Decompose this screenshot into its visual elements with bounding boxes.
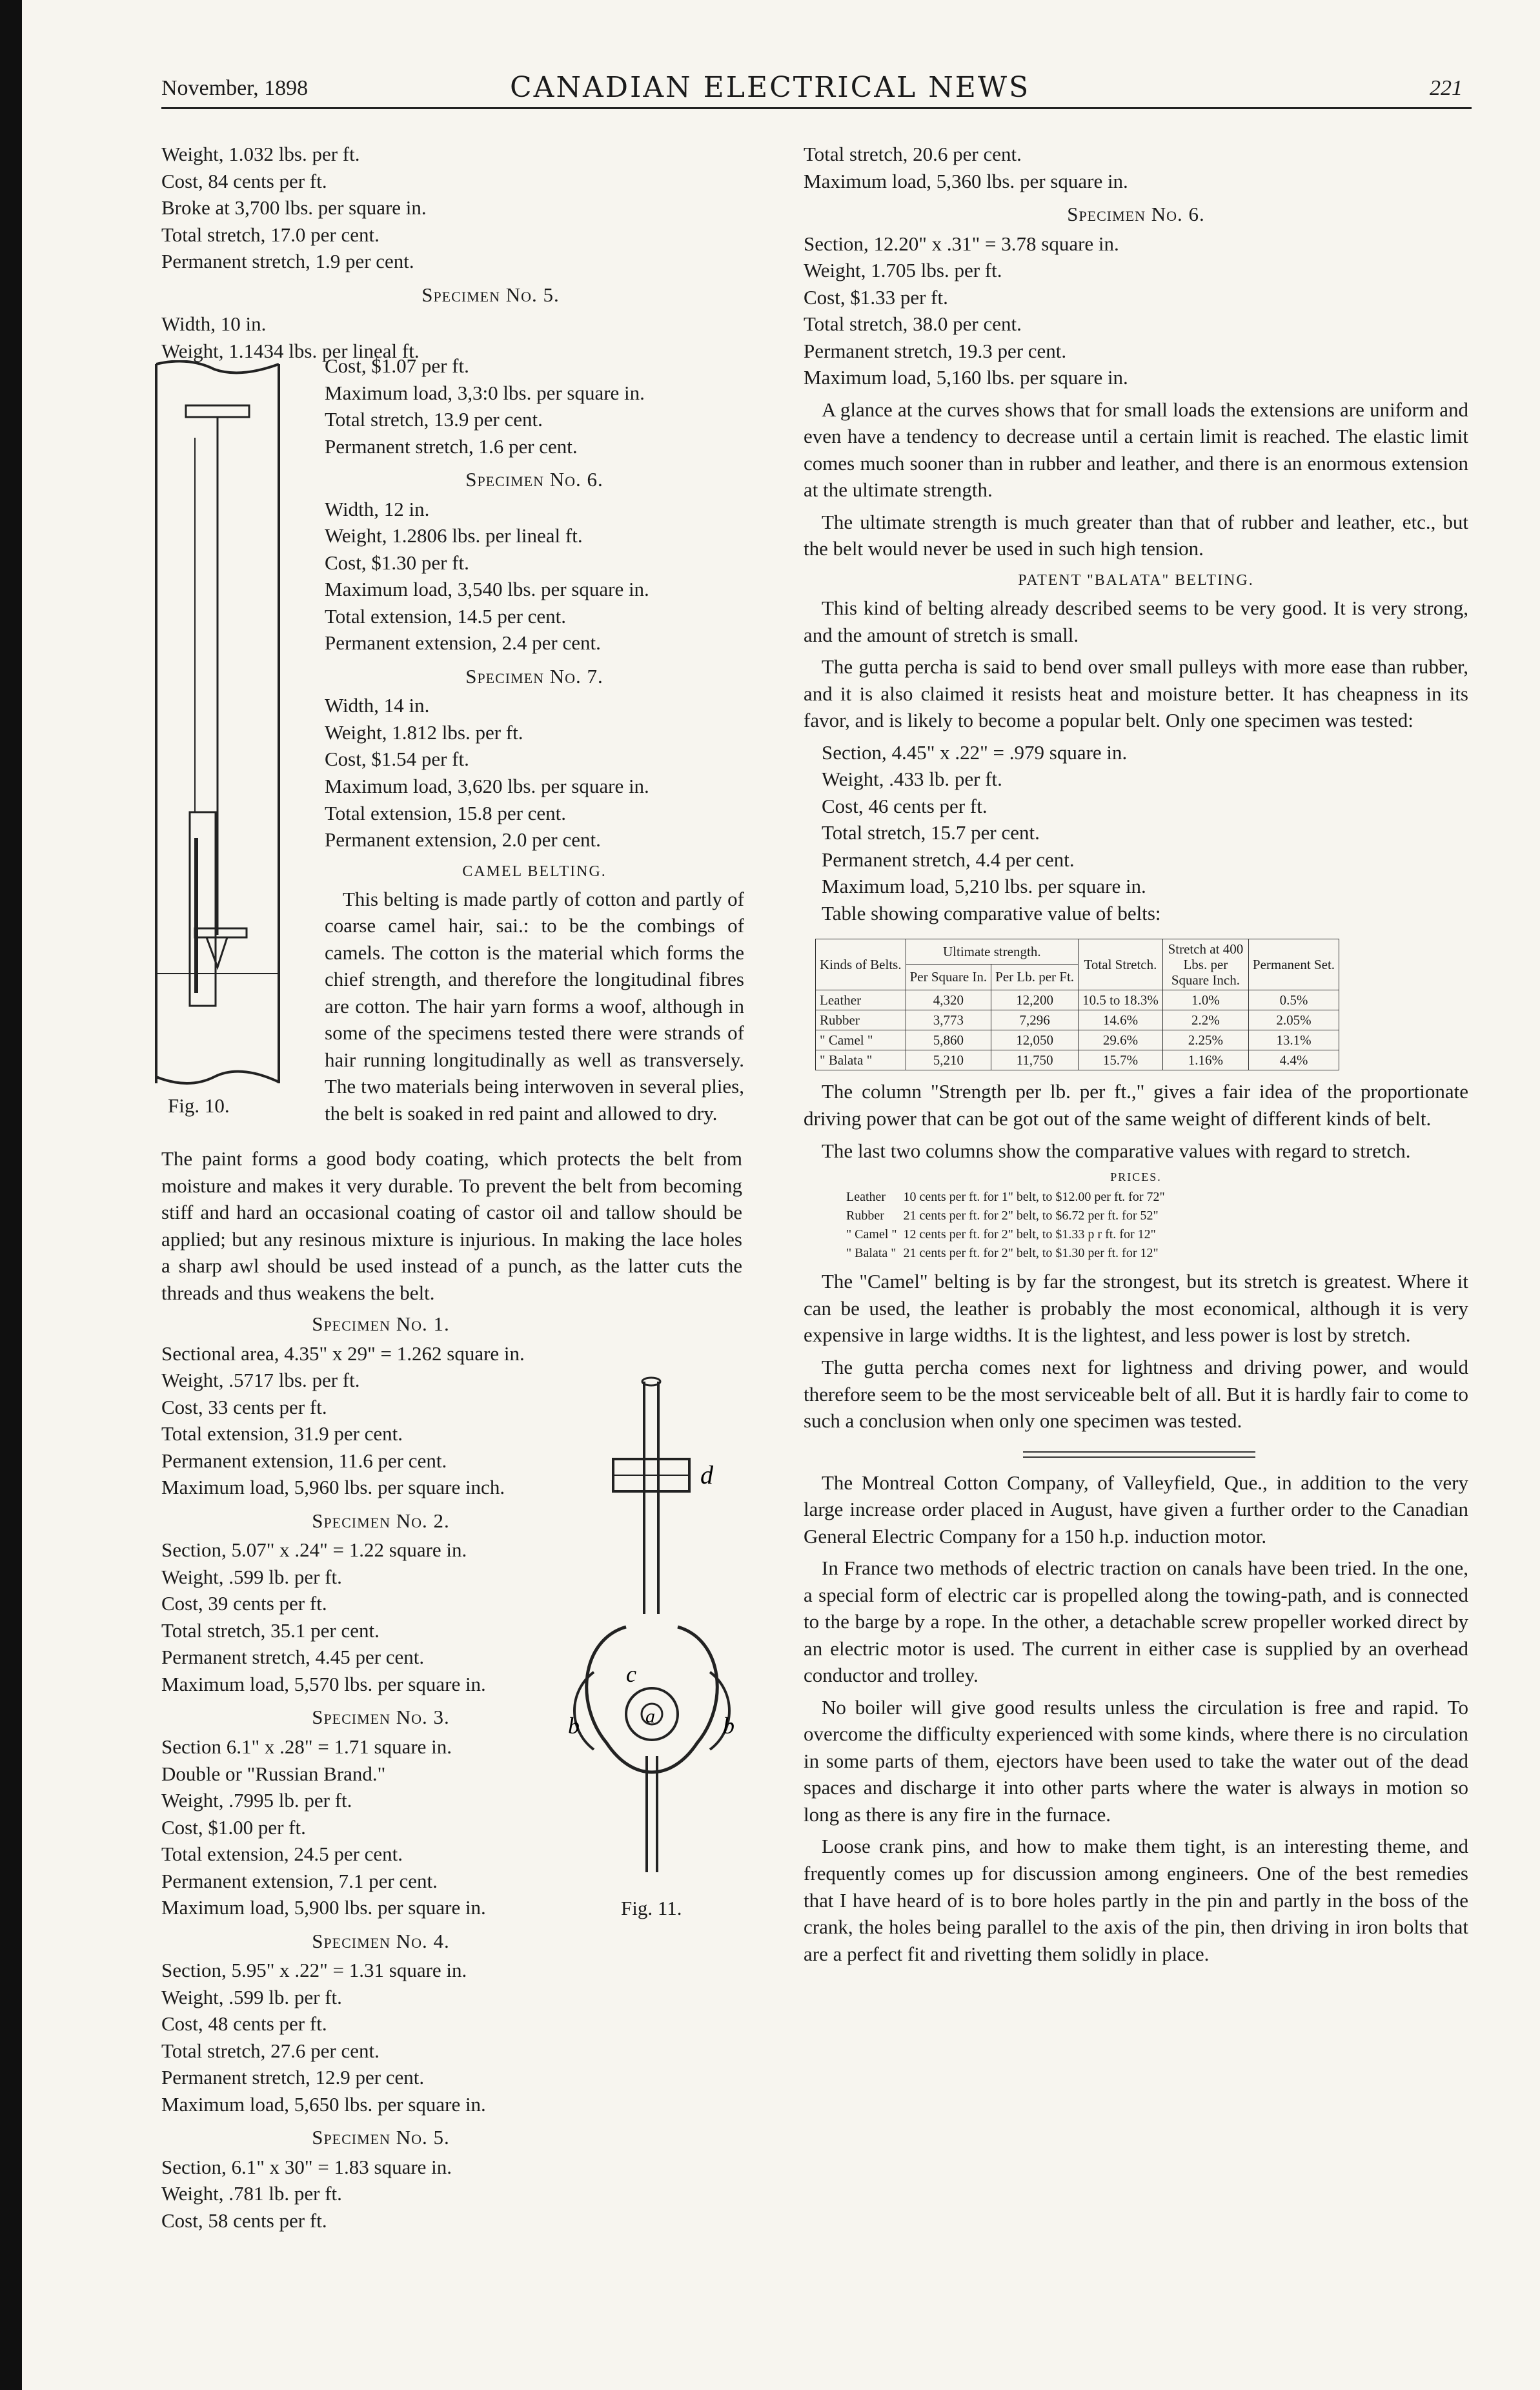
fig11-label-c: c (626, 1661, 636, 1687)
table-cell-kind: " Camel " (816, 1030, 906, 1050)
spec-line: Permanent extension, 11.6 per cent. (161, 1449, 447, 1472)
th-per-square: Per Square In. (906, 965, 991, 990)
price-row (844, 1226, 1168, 1243)
spec-line: Total stretch, 38.0 per cent. (804, 312, 1022, 336)
table-cell-s400: 1.0% (1162, 990, 1248, 1010)
fig11-label-d: d (700, 1460, 713, 1489)
prices-table (842, 1187, 1169, 1263)
spec-line: Maximum load, 3,3:0 lbs. per square in. (325, 381, 645, 404)
price-cell-price: 10 cents per ft. for 1" belt, to $12.00 per ft. for 72" (903, 1190, 1165, 1205)
c1-title: Specimen No. 1. (312, 1312, 450, 1335)
spec-line: Total stretch, 15.7 per cent. (822, 821, 1040, 844)
c2-title: Specimen No. 2. (312, 1509, 450, 1532)
spec-line: Total stretch, 20.6 per cent. (804, 143, 1022, 165)
right-para1: A glance at the curves shows that for small loads the extensions are uniform and even have a tendency to decrease until a certain limit is reached. The elastic limit comes much sooner than in rubber and leather, and there is an enormous extension at the ultimate strength. (804, 398, 1468, 502)
spec-line: Section, 6.1" x 30" = 1.83 square in. (161, 2155, 452, 2178)
spec-line: Maximum load, 3,620 lbs. per square in. (325, 774, 649, 797)
table-cell-total: 14.6% (1079, 1010, 1163, 1030)
fig11-loop (587, 1627, 718, 1772)
price-row (844, 1245, 1168, 1262)
th-permanent: Permanent Set. (1248, 939, 1339, 990)
spec-line: Cost, $1.54 per ft. (325, 748, 469, 771)
table-cell-perm: 0.5% (1248, 990, 1339, 1010)
table-cell-total: 15.7% (1079, 1050, 1163, 1070)
fig10-caption: Fig. 10. (168, 1094, 230, 1117)
right-para8: The gutta percha comes next for lightness and driving power, and would therefore seem to be the most serviceable belt of all. But it is hardly fair to come to such a conclusion when only one specimen was tested. (804, 1355, 1468, 1433)
spec-line: Maximum load, 5,160 lbs. per square in. (804, 366, 1128, 389)
table-cell-sq: 5,860 (906, 1030, 991, 1050)
table-row (816, 990, 1339, 1010)
spec-line: Table showing comparative value of belts: (822, 901, 1161, 924)
spec-line: Weight, .5717 lbs. per ft. (161, 1369, 360, 1392)
table-cell-lb: 7,296 (991, 1010, 1079, 1030)
camel-para-bottom: The paint forms a good body coating, which protects the belt from moisture and makes it very durable. To prevent the belt from becoming stiff and hard an occasional coating of castor oil and tallow should be applied; but any resinous mixture is injurious. In making the lace holes a sharp awl should be used instead of a punch, as the latter cuts the threads and thus weakens the belt. (161, 1147, 742, 1304)
table-cell-sq: 4,320 (906, 990, 991, 1010)
header-rule (161, 107, 1472, 109)
table-row (816, 1050, 1339, 1070)
spec-line: Section, 5.07" x .24" = 1.22 square in. (161, 1538, 467, 1562)
spec-line: Permanent extension, 7.1 per cent. (161, 1869, 438, 1892)
table-row (816, 1010, 1339, 1030)
news-france: In France two methods of electric traction on canals have been tried. In the one, a special form of electric car is propelled along the towing-path, and is connected to the barge by a rope. In the other, a detachable screw propeller worked direct by an electric motor is used. The current in either case is supplied by an overhead conductor and trolley. (804, 1557, 1468, 1687)
spec-line: Cost, 39 cents per ft. (161, 1592, 327, 1615)
camel-para-top: This belting is made partly of cotton and partly of coarse camel hair, sai.: to be the combings of camels. The cotton is the material which forms the chief strength, and therefore the longitudinal fibres are cotton. The hair yarn forms a woof, although in some of the specimens tested there were strands of hair running longitudinally as well as transversely. The two materials being interwoven in several plies, the belt is soaked in red paint and allowed to dry. (325, 887, 744, 1125)
journal-title: CANADIAN ELECTRICAL NEWS (510, 71, 1031, 104)
spec-line: Double or "Russian Brand." (161, 1762, 386, 1785)
th-ultimate: Ultimate strength. (906, 939, 1078, 965)
page-number: 221 (1430, 76, 1463, 100)
table-row (816, 1030, 1339, 1050)
fig11-caption: Fig. 11. (621, 1897, 682, 1919)
spec-line: Section, 5.95" x .22" = 1.31 square in. (161, 1959, 467, 1982)
table-cell-total: 10.5 to 18.3% (1079, 990, 1163, 1010)
spec-line: Maximum load, 5,960 lbs. per square inch. (161, 1476, 505, 1499)
news-boiler: No boiler will give good results unless the circulation is free and rapid. To overcome the difficulty experienced with some kinds, where there is no circulation in some parts of them, ejectors have been used to take the water out of the dead spaces and discharge it into other parts where the water is always in motion so long as there is any fire in the furnace. (804, 1695, 1468, 1826)
balata-heading: PATENT "BALATA" BELTING. (1018, 571, 1254, 589)
figure-11 (568, 1369, 762, 1898)
table-cell-s400: 2.25% (1162, 1030, 1248, 1050)
table-cell-lb: 11,750 (991, 1050, 1079, 1070)
th-kinds: Kinds of Belts. (816, 939, 906, 990)
table-cell-s400: 1.16% (1162, 1050, 1248, 1070)
price-row (844, 1189, 1168, 1206)
th-total: Total Stretch. (1079, 939, 1163, 990)
spec-line: Cost, 58 cents per ft. (161, 2209, 327, 2232)
spec-line: Width, 10 in. (161, 312, 267, 336)
price-cell-kind: Leather (846, 1190, 886, 1205)
c4-title: Specimen No. 4. (312, 1929, 450, 1952)
table-cell-kind: Leather (816, 990, 906, 1010)
right-para2: The ultimate strength is much greater than that of rubber and leather, etc., but the belt would never be used in such high tension. (804, 510, 1468, 560)
right-para6: The last two columns show the comparative values with regard to stretch. (822, 1139, 1411, 1162)
fig11-label-b-right: b (723, 1713, 735, 1739)
divider-line-2 (1023, 1456, 1255, 1458)
c5-title: Specimen No. 5. (312, 2126, 450, 2149)
spec-line: Section, 12.20" x .31" = 3.78 square in. (804, 232, 1119, 255)
table-cell-perm: 2.05% (1248, 1010, 1339, 1030)
spec-line: Cost, $1.33 per ft. (804, 285, 948, 309)
spec-line: Maximum load, 5,210 lbs. per square in. (822, 875, 1146, 898)
fig10-gauge (190, 812, 216, 1006)
price-cell-kind: Rubber (846, 1208, 884, 1223)
spec7a-title: Specimen No. 7. (465, 664, 603, 688)
spec6a-title: Specimen No. 6. (465, 468, 603, 491)
spec-line: Permanent stretch, 12.9 per cent. (161, 2066, 425, 2089)
spec-line: Cost, $1.00 per ft. (161, 1815, 306, 1839)
fig10-top-clamp (186, 405, 249, 417)
spec-line: Maximum load, 5,900 lbs. per square in. (161, 1896, 486, 1919)
table-cell-lb: 12,050 (991, 1030, 1079, 1050)
figure-10 (150, 360, 305, 1096)
spec-line: Broke at 3,700 lbs. per square in. (161, 196, 427, 220)
right-column (804, 141, 1468, 1972)
spec-line: Total stretch, 27.6 per cent. (161, 2039, 380, 2062)
price-cell-price: 21 cents per ft. for 2" belt, to $1.30 per ft. for 12" (903, 1245, 1159, 1260)
spec-line: Weight, 1.812 lbs. per ft. (325, 720, 523, 744)
th-stretch-400: Stretch at 400 Lbs. per Square Inch. (1162, 939, 1248, 990)
news-montreal: The Montreal Cotton Company, of Valleyfield, Que., in addition to the very large increase order placed in August, have given a further order to the Canadian General Electric Company for a 150 h.p. induction motor. (804, 1471, 1468, 1547)
left-top-block (161, 141, 742, 364)
spec-line: Cost, 84 cents per ft. (161, 169, 327, 192)
spec-line: Maximum load, 5,360 lbs. per square in. (804, 169, 1128, 192)
spec-line: Weight, .599 lb. per ft. (161, 1985, 342, 2008)
divider-line-1 (1023, 1451, 1255, 1453)
prices-heading: PRICES. (1110, 1170, 1162, 1184)
c3-title: Specimen No. 3. (312, 1706, 450, 1729)
spec-line: Permanent stretch, 1.9 per cent. (161, 250, 414, 273)
table-cell-total: 29.6% (1079, 1030, 1163, 1050)
spec-line: Cost, 33 cents per ft. (161, 1395, 327, 1418)
fig11-label-a: a (645, 1706, 655, 1727)
spec-line: Weight, 1.705 lbs. per ft. (804, 259, 1002, 282)
spec-line: Weight, .433 lb. per ft. (822, 768, 1002, 791)
section-divider (804, 1440, 1468, 1469)
spec-line: Permanent stretch, 4.45 per cent. (161, 1646, 425, 1669)
table-cell-kind: " Balata " (816, 1050, 906, 1070)
table-cell-perm: 13.1% (1248, 1030, 1339, 1050)
fig10-pointer (207, 937, 227, 967)
price-cell-kind: " Balata " (846, 1245, 897, 1260)
table-header-row-1 (816, 939, 1339, 965)
left-specimens-a (325, 352, 744, 1132)
spec-line: Section, 4.45" x .22" = .979 square in. (822, 740, 1128, 764)
table-cell-lb: 12,200 (991, 990, 1079, 1010)
price-cell-price: 12 cents per ft. for 2" belt, to $1.33 p r ft. for 12" (903, 1227, 1156, 1241)
spec-line: Cost, 46 cents per ft. (822, 794, 988, 817)
spec-line: Maximum load, 3,540 lbs. per square in. (325, 578, 649, 601)
table-cell-sq: 3,773 (906, 1010, 991, 1030)
table-cell-sq: 5,210 (906, 1050, 991, 1070)
scan-edge (0, 0, 22, 2390)
fig10-top-break (156, 362, 279, 373)
price-cell-price: 21 cents per ft. for 2" belt, to $6.72 per ft. for 52" (903, 1208, 1159, 1223)
spec-line: Cost, $1.07 per ft. (325, 354, 469, 377)
left-specimens-b (161, 1304, 600, 2234)
spec6-right-title: Specimen No. 6. (1067, 203, 1205, 226)
right-para7: The "Camel" belting is by far the strongest, but its stretch is greatest. Where it can be used, the leather is probably the most economical, although it is very expensive in large widths. It is the lightest, and less power is lost by stretch. (804, 1270, 1468, 1347)
spec-line: Weight, .7995 lb. per ft. (161, 1789, 352, 1812)
header-date: November, 1898 (161, 76, 309, 100)
price-row (844, 1207, 1168, 1225)
spec-line: Permanent stretch, 1.6 per cent. (325, 434, 578, 458)
camel-heading: CAMEL BELTING. (462, 863, 607, 880)
spec-line: Permanent extension, 2.0 per cent. (325, 828, 601, 852)
spec-line: Weight, 1.1434 lbs. per lineal ft. (161, 339, 420, 362)
spec-line: Cost, $1.30 per ft. (325, 551, 469, 574)
spec-line: Weight, .781 lb. per ft. (161, 2182, 342, 2205)
spec-line: Total extension, 24.5 per cent. (161, 1843, 403, 1866)
news-crank-pins: Loose crank pins, and how to make them tight, is an interesting theme, and frequently comes up for discussion among engineers. One of the best remedies that I have heard of is to bore holes partly in the pin and partly in the boss of the crank, the holes being parallel to the axis of the pin, then driving in iron bolts that are a perfect fit and rivetting them solidly in place. (804, 1835, 1468, 1965)
spec-line: Cost, 48 cents per ft. (161, 2012, 327, 2036)
table-cell-kind: Rubber (816, 1010, 906, 1030)
right-para5: The column "Strength per lb. per ft.," gives a fair idea of the proportionate driving power that can be got out of the same weight of different kinds of belt. (804, 1080, 1468, 1130)
spec-line: Maximum load, 5,570 lbs. per square in. (161, 1672, 486, 1695)
right-para3: This kind of belting already described seems to be very good. It is very strong, and the amount of stretch is small. (804, 597, 1468, 646)
spec-line: Total extension, 31.9 per cent. (161, 1422, 403, 1445)
fig11-label-b-left: b (568, 1713, 580, 1739)
spec5a-title: Specimen No. 5. (421, 283, 560, 306)
fig10-bottom-break (156, 1072, 279, 1083)
right-para4: The gutta percha is said to bend over small pulleys with more ease than rubber, and it is also claimed it resists heat and moisture better. It has cheapness in its favor, and is likely to become a popular belt. Only one specimen was tested: (804, 655, 1468, 732)
spec-line: Weight, 1.032 lbs. per ft. (161, 143, 360, 165)
spec-line: Weight, 1.2806 lbs. per lineal ft. (325, 524, 583, 547)
spec-line: Permanent extension, 2.4 per cent. (325, 631, 601, 655)
spec-line: Width, 12 in. (325, 497, 430, 520)
th-per-lb: Per Lb. per Ft. (991, 965, 1079, 990)
price-cell-kind: " Camel " (846, 1227, 897, 1241)
spec-line: Section 6.1" x .28" = 1.71 square in. (161, 1735, 452, 1758)
spec-line: Total stretch, 17.0 per cent. (161, 223, 380, 246)
spec-line: Permanent stretch, 4.4 per cent. (822, 848, 1075, 871)
left-lower-block (161, 1140, 742, 1311)
spec-line: Weight, .599 lb. per ft. (161, 1565, 342, 1588)
comparison-table (815, 939, 1339, 1071)
spec-line: Permanent stretch, 19.3 per cent. (804, 339, 1067, 362)
table-cell-perm: 4.4% (1248, 1050, 1339, 1070)
spec-line: Maximum load, 5,650 lbs. per square in. (161, 2092, 486, 2116)
spec-line: Sectional area, 4.35" x 29" = 1.262 square in. (161, 1342, 525, 1365)
table-cell-s400: 2.2% (1162, 1010, 1248, 1030)
spec-line: Total stretch, 35.1 per cent. (161, 1619, 380, 1642)
spec-line: Total extension, 14.5 per cent. (325, 604, 567, 628)
spec-line: Total stretch, 13.9 per cent. (325, 408, 543, 431)
spec-line: Width, 14 in. (325, 694, 430, 717)
spec-line: Total extension, 15.8 per cent. (325, 801, 567, 824)
fig10-lower-clamp (195, 928, 247, 937)
